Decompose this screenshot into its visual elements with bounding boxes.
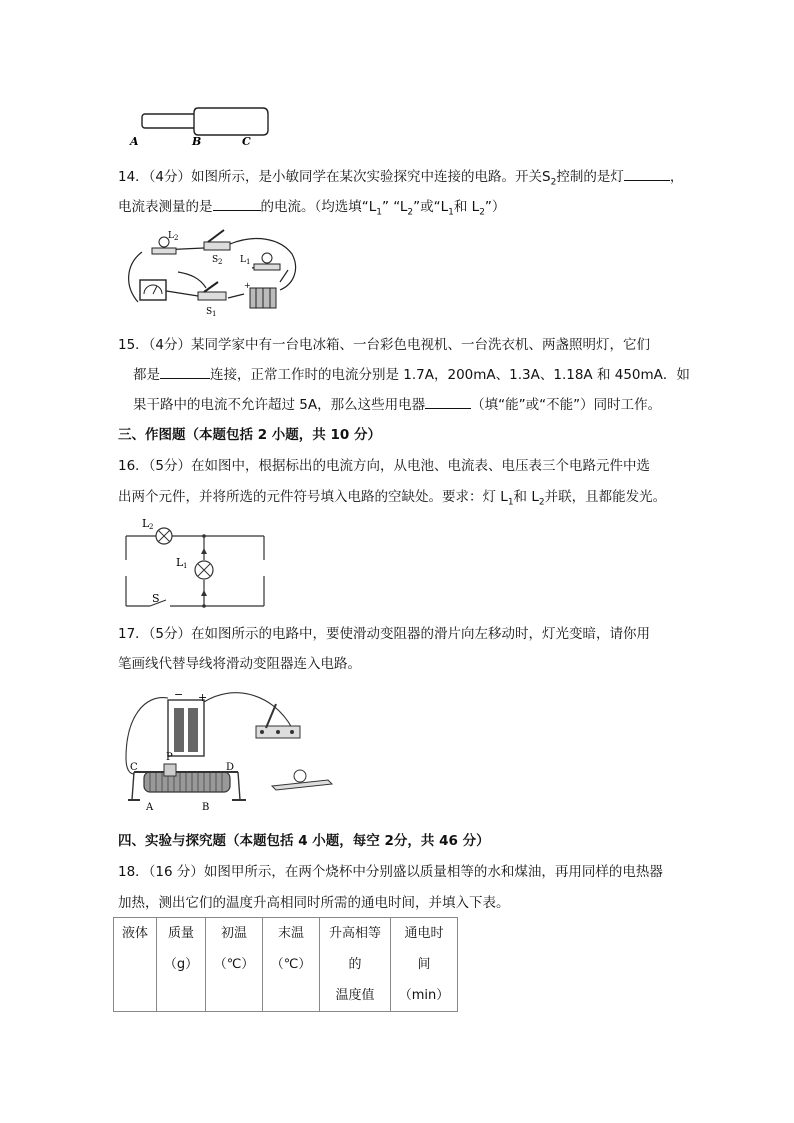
svg-text:L: L <box>142 517 150 530</box>
current-arrow-icon <box>201 590 207 596</box>
q18-line-2: 加热，测出它们的温度升高相同时所需的通电时间，并填入下表。 <box>118 895 510 911</box>
table-header-cell: 通电时 间 （min） <box>391 918 458 1012</box>
q17-line-1: 17．（5分）在如图所示的电路中，要使滑动变阻器的滑片向左移动时，灯光变暗，请你用 <box>118 626 651 642</box>
svg-text:D: D <box>226 762 235 773</box>
current-arrow-icon <box>201 548 207 554</box>
figure-14-circuit <box>120 224 300 320</box>
svg-text:1: 1 <box>212 310 217 318</box>
svg-text:S: S <box>152 592 160 605</box>
section-4-title: 四、实验与探究题（本题包括 4 小题，每空 2分，共 46 分） <box>118 833 490 849</box>
q15-line-3: 果干路中的电流不允许超过 5A，那么这些用电器 （填“能”或“不能”）同时工作。 <box>133 394 661 415</box>
svg-text:2: 2 <box>174 234 179 242</box>
q15-blank-1[interactable] <box>160 364 210 379</box>
fig13-label-c: C <box>242 135 251 148</box>
svg-text:C: C <box>130 762 138 773</box>
section-3-title: 三、作图题（本题包括 2 小题，共 10 分） <box>118 427 381 443</box>
svg-text:P: P <box>166 752 173 763</box>
svg-text:1: 1 <box>183 562 188 570</box>
table-header-cell: 末温 （℃） <box>263 918 320 1012</box>
q14-line-1: 14．（4分）如图所示，是小敏同学在某次实验探究中连接的电路。开关$S_2$控制的是灯 ， <box>118 166 683 193</box>
svg-text:+: + <box>198 691 208 704</box>
svg-text:S: S <box>212 255 219 265</box>
q17-line-2: 笔画线代替导线将滑动变阻器连入电路。 <box>118 656 361 672</box>
table-header-row <box>114 918 458 1012</box>
q14-blank-2[interactable] <box>213 196 261 211</box>
q16-line-1: 16．（5分）在如图中，根据标出的电流方向，从电池、电流表、电压表三个电路元件中选 <box>118 458 651 474</box>
lamp-icon <box>294 770 306 782</box>
table-header-cell: 质量 （g） <box>157 918 206 1012</box>
q18-data-table <box>113 917 458 1012</box>
current-dot <box>202 534 206 538</box>
figure-17-rheostat-circuit <box>122 688 336 814</box>
q15-blank-2[interactable] <box>425 394 471 409</box>
q14-line-2: 电流表测量的是 的电流。（均选填“$L_1$” “$L_2$”或“$L_1$和 $L_2$”） <box>118 196 505 223</box>
ammeter-icon <box>140 280 166 300</box>
battery-icon <box>168 700 204 756</box>
table-header-cell: 液体 <box>114 918 157 1012</box>
lamp-l1-base <box>254 264 280 270</box>
lamp-l2-base <box>152 248 176 254</box>
svg-text:2: 2 <box>149 523 154 531</box>
svg-text:A: A <box>146 802 154 813</box>
q14-blank-1[interactable] <box>624 166 670 181</box>
svg-text:L: L <box>168 231 174 241</box>
q18-line-1: 18．（16 分）如图甲所示，在两个烧杯中分别盛以质量相等的水和煤油，再用同样的电热器 <box>118 864 663 880</box>
current-dot <box>202 604 206 608</box>
table-header-cell: 升高相等 的 温度值 <box>320 918 391 1012</box>
figure-16-circuit <box>120 514 270 610</box>
rheostat-coil <box>144 772 230 792</box>
q15-line-1: 15．（4分）某同学家中有一台电冰箱、一台彩色电视机、一台洗衣机、两盏照明灯，它们 <box>118 337 651 353</box>
svg-text:B: B <box>202 802 210 813</box>
fig13-label-b: B <box>192 135 202 148</box>
lamp-l1-icon <box>262 253 272 263</box>
svg-text:2: 2 <box>218 258 223 266</box>
svg-text:S: S <box>206 307 213 317</box>
svg-text:−: − <box>174 688 184 701</box>
svg-text:+: + <box>244 281 251 290</box>
switch-s2-base <box>204 242 230 250</box>
figure-13-tube <box>128 102 278 150</box>
switch-s1-base <box>198 292 226 300</box>
table-header-cell: 初温 （℃） <box>206 918 263 1012</box>
rheostat-slider[interactable] <box>164 764 176 776</box>
q15-line-2: 都是 连接，正常工作时的电流分别是 1.7A，200mA、1.3A、1.18A 和 450mA．如 <box>133 364 690 385</box>
svg-text:L: L <box>240 255 246 265</box>
svg-text:1: 1 <box>246 258 251 266</box>
svg-text:L: L <box>176 556 184 569</box>
fig13-label-a: A <box>130 135 139 148</box>
q16-line-2: 出两个元件，并将所选的元件符号填入电路的空缺处。要求：灯 $L_1$和 $L_2$并联，且都能发光。 <box>118 489 667 508</box>
